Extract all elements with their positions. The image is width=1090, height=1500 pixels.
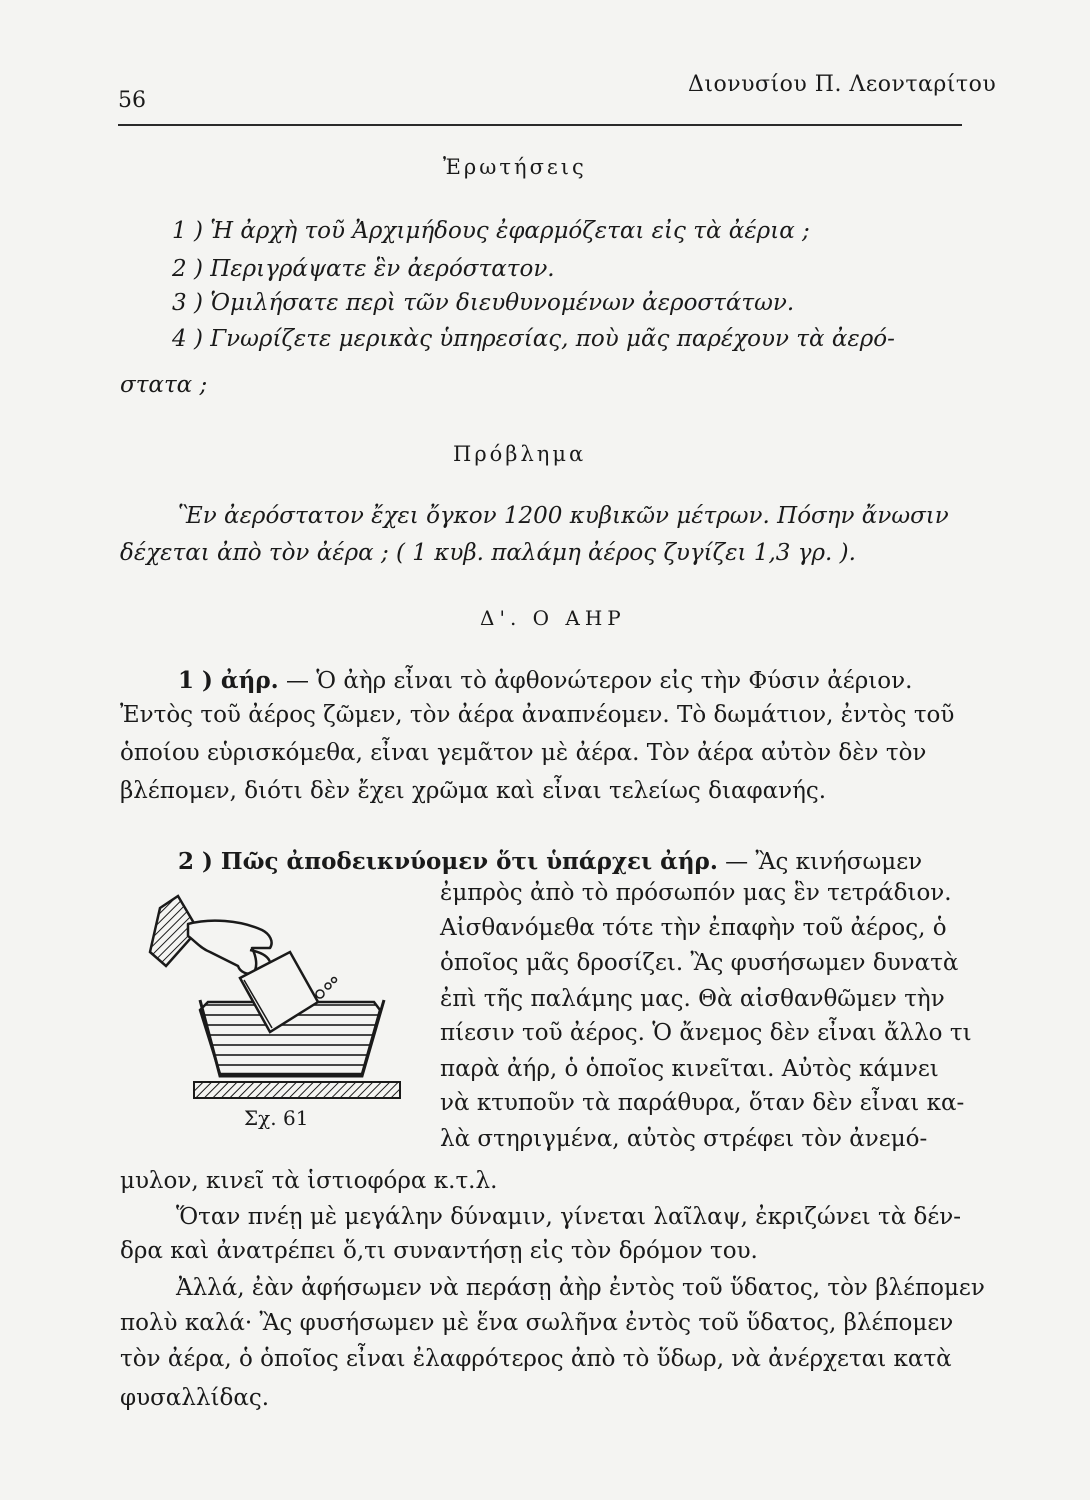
section-2-text: — Ἂς κινήσωμεν <box>725 849 923 875</box>
problem-line-1: Ἓν ἀερόστατον ἔχει ὄγκον 1200 κυβικῶν μέτρων. Πόσην ἄνωσιν <box>178 503 949 529</box>
section-2-line-1 <box>178 848 922 875</box>
question-1: 1 ) Ἡ ἀρχὴ τοῦ Ἀρχιμήδους ἐφαρμόζεται εἰς τὰ ἀέρια ; <box>172 218 810 244</box>
question-3: 3 ) Ὁμιλήσατε περὶ τῶν διευθυνομένων ἀεροστάτων. <box>172 290 795 316</box>
figure-61-caption: Σχ. 61 <box>244 1106 309 1130</box>
base-plate <box>194 1082 400 1098</box>
section-1-line-3: ὁποίου εὑρισκόμεθα, εἶναι γεμᾶτον μὲ ἀέρα. Τὸν ἀέρα αὐτὸν δὲν τὸν <box>120 740 927 766</box>
page-number: 56 <box>118 88 146 113</box>
question-4: 4 ) Γνωρίζετε μερικὰς ὑπηρεσίας, ποὺ μᾶς παρέχουν τὰ ἀερό- <box>172 326 895 352</box>
chapter-heading: Δ'. Ο ΑΗΡ <box>480 606 626 630</box>
problem-heading: Πρόβλημα <box>453 442 587 466</box>
section-2-line-10: μυλον, κινεῖ τὰ ἱστιοφόρα κ.τ.λ. <box>120 1168 498 1194</box>
question-4-continued: στατα ; <box>120 372 208 398</box>
section-1-lead: 1 ) ἀήρ. <box>178 667 279 694</box>
section-2-line-15: τὸν ἀέρα, ὁ ὁποῖος εἶναι ἐλαφρότερος ἀπὸ τὸ ὕδωρ, νὰ ἀνέρχεται κατὰ <box>120 1346 952 1372</box>
question-2: 2 ) Περιγράψατε ἓν ἀερόστατον. <box>172 256 555 282</box>
section-2-line-12: δρα καὶ ἀνατρέπει ὅ,τι συναντήσῃ εἰς τὸν δρόμον του. <box>120 1238 758 1264</box>
section-2-line-3: Αἰσθανόμεθα τότε τὴν ἐπαφὴν τοῦ ἀέρος, ὁ <box>440 915 947 941</box>
running-header-author: Διονυσίου Π. Λεονταρίτου <box>688 72 997 97</box>
section-2-line-14: πολὺ καλά· Ἂς φυσήσωμεν μὲ ἕνα σωλῆνα ἐντὸς τοῦ ὕδατος, βλέπομεν <box>120 1310 954 1336</box>
section-1-text: — Ὁ ἀὴρ εἶναι τὸ ἀφθονώτερον εἰς τὴν Φύσιν ἀέριον. <box>285 668 913 694</box>
section-2-line-7: παρὰ ἀήρ, ὁ ὁποῖος κινεῖται. Αὐτὸς κάμνει <box>440 1056 939 1082</box>
section-2-line-2: ἐμπρὸς ἀπὸ τὸ πρόσωπόν μας ἓν τετράδιον. <box>440 880 952 906</box>
section-2-lead: 2 ) Πῶς ἀποδεικνύομεν ὅτι ὑπάρχει ἀήρ. <box>178 848 718 875</box>
section-2-line-9: λὰ στηριγμένα, αὐτὸς στρέφει τὸν ἀνεμό- <box>440 1126 928 1152</box>
section-1-line-1 <box>178 667 912 694</box>
section-2-line-16: φυσαλλίδας. <box>120 1385 270 1411</box>
hand <box>188 921 272 974</box>
section-2-line-13: Ἀλλά, ἐὰν ἀφήσωμεν νὰ περάσῃ ἀὴρ ἐντὸς τοῦ ὕδατος, τὸν βλέπομεν <box>176 1275 985 1301</box>
problem-line-2: δέχεται ἀπὸ τὸν ἀέρα ; ( 1 κυβ. παλάμη ἀέρος ζυγίζει 1,3 γρ. ). <box>120 540 856 566</box>
section-2-line-4: ὁποῖος μᾶς δροσίζει. Ἂς φυσήσωμεν δυνατὰ <box>440 950 959 976</box>
section-1-line-2: Ἐντὸς τοῦ ἀέρος ζῶμεν, τὸν ἀέρα ἀναπνέομεν. Τὸ δωμάτιον, ἐντὸς τοῦ <box>120 702 955 728</box>
section-1-line-4: βλέπομεν, διότι δὲν ἔχει χρῶμα καὶ εἶναι τελείως διαφανής. <box>120 778 827 804</box>
section-2-line-6: πίεσιν τοῦ ἀέρος. Ὁ ἄνεμος δὲν εἶναι ἄλλο τι <box>440 1020 972 1046</box>
section-2-line-11: Ὅταν πνέῃ μὲ μεγάλην δύναμιν, γίνεται λαῖλαψ, ἐκριζώνει τὰ δέν- <box>176 1204 962 1230</box>
questions-heading: Ἐρωτήσεις <box>443 155 587 179</box>
figure-61-illustration <box>140 890 410 1110</box>
section-2-line-8: νὰ κτυποῦν τὰ παράθυρα, ὅταν δὲν εἶναι κα- <box>440 1090 965 1116</box>
header-rule <box>118 124 962 126</box>
section-2-line-5: ἐπὶ τῆς παλάμης μας. Θὰ αἰσθανθῶμεν τὴν <box>440 986 945 1012</box>
